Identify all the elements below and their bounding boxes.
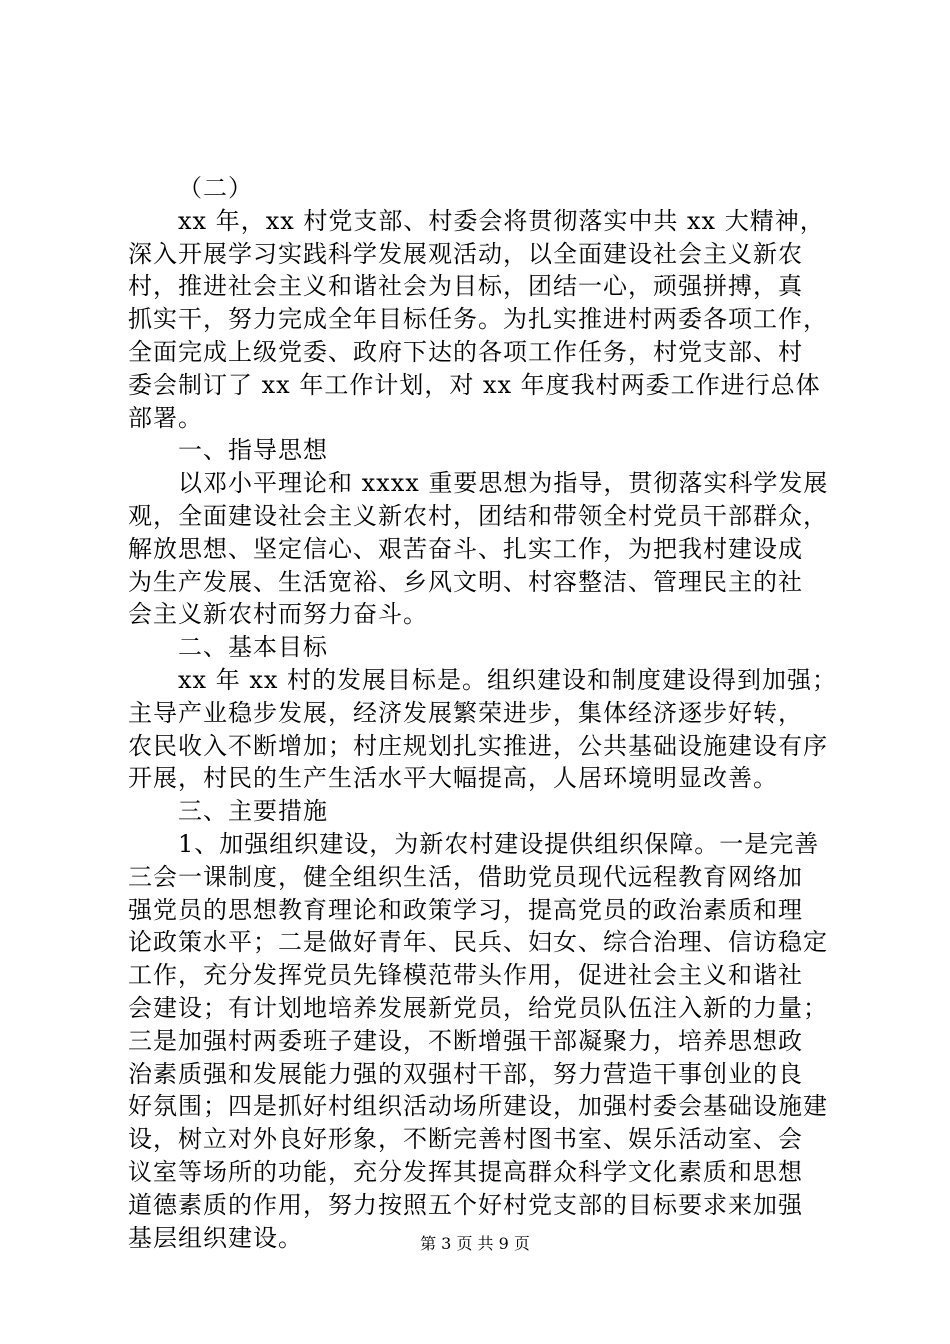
paragraph-line: 抓实干，努力完成全年目标任务。为扎实推进村两委各项工作，: [128, 305, 828, 334]
paragraph-line: 会建设；有计划地培养发展新党员，给党员队伍注入新的力量；: [128, 993, 828, 1022]
document-body: [128, 172, 838, 1254]
paragraph-line: 农民收入不断增加；村庄规划扎实推进，公共基础设施建设有序: [128, 731, 828, 760]
paragraph-line: 设，树立对外良好形象，不断完善村图书室、娱乐活动室、会: [128, 1125, 803, 1154]
paragraph-line: 强党员的思想教育理论和政策学习，提高党员的政治素质和理: [128, 895, 803, 924]
paragraph-line: xx 年 xx 村的发展目标是。组织建设和制度建设得到加强；: [178, 665, 838, 694]
paragraph-line: 道德素质的作用，努力按照五个好村党支部的目标要求来加强: [128, 1190, 803, 1219]
paragraph-line: 论政策水平；二是做好青年、民兵、妇女、综合治理、信访稳定: [128, 928, 828, 957]
paragraph-line: 议室等场所的功能，充分发挥其提高群众科学文化素质和思想: [128, 1157, 803, 1186]
paragraph-line: 工作，充分发挥党员先锋模范带头作用，促进社会主义和谐社: [128, 961, 803, 990]
section-marker: （二）: [178, 174, 253, 202]
paragraph-line: 以邓小平理论和 xxxx 重要思想为指导，贯彻落实科学发展: [178, 469, 829, 498]
paragraph-line: 解放思想、坚定信心、艰苦奋斗、扎实工作，为把我村建设成: [128, 534, 803, 563]
paragraph-line: 村，推进社会主义和谐社会为目标，团结一心，顽强拼搏，真: [128, 272, 803, 301]
paragraph-line: xx 年，xx 村党支部、村委会将贯彻落实中共 xx 大精神，: [178, 206, 825, 235]
paragraph-line: 三会一课制度，健全组织生活，借助党员现代远程教育网络加: [128, 862, 803, 891]
page-footer: [0, 1234, 950, 1254]
paragraph-line: 好氛围；四是抓好村组织活动场所建设，加强村委会基础设施建: [128, 1092, 828, 1121]
paragraph-line: 1、加强组织建设，为新农村建设提供组织保障。一是完善: [178, 829, 820, 858]
section-heading: 三、主要措施: [178, 797, 328, 826]
paragraph-line: 开展，村民的生产生活水平大幅提高，人居环境明显改善。: [128, 764, 778, 793]
paragraph-line: 为生产发展、生活宽裕、乡风文明、村容整洁、管理民主的社: [128, 567, 803, 596]
paragraph-line: 部署。: [128, 403, 203, 432]
paragraph-line: 深入开展学习实践科学发展观活动，以全面建设社会主义新农: [128, 239, 803, 268]
paragraph-line: 主导产业稳步发展，经济发展繁荣进步，集体经济逐步好转，: [128, 698, 803, 727]
paragraph-line: 会主义新农村而努力奋斗。: [128, 600, 428, 629]
paragraph-line: 三是加强村两委班子建设，不断增强干部凝聚力，培养思想政: [128, 1026, 803, 1055]
paragraph-line: 基层组织建设。: [128, 1223, 303, 1252]
paragraph-line: 治素质强和发展能力强的双强村干部，努力营造干事创业的良: [128, 1059, 803, 1088]
paragraph-line: 委会制订了 xx 年工作计划，对 xx 年度我村两委工作进行总体: [128, 370, 821, 399]
paragraph-line: 全面完成上级党委、政府下达的各项工作任务，村党支部、村: [128, 337, 803, 366]
paragraph-line: 观，全面建设社会主义新农村，团结和带领全村党员干部群众，: [128, 501, 828, 530]
section-heading: 二、基本目标: [178, 633, 328, 662]
page-number: 第 3 页 共 9 页: [420, 1234, 530, 1253]
section-heading: 一、指导思想: [178, 436, 328, 465]
